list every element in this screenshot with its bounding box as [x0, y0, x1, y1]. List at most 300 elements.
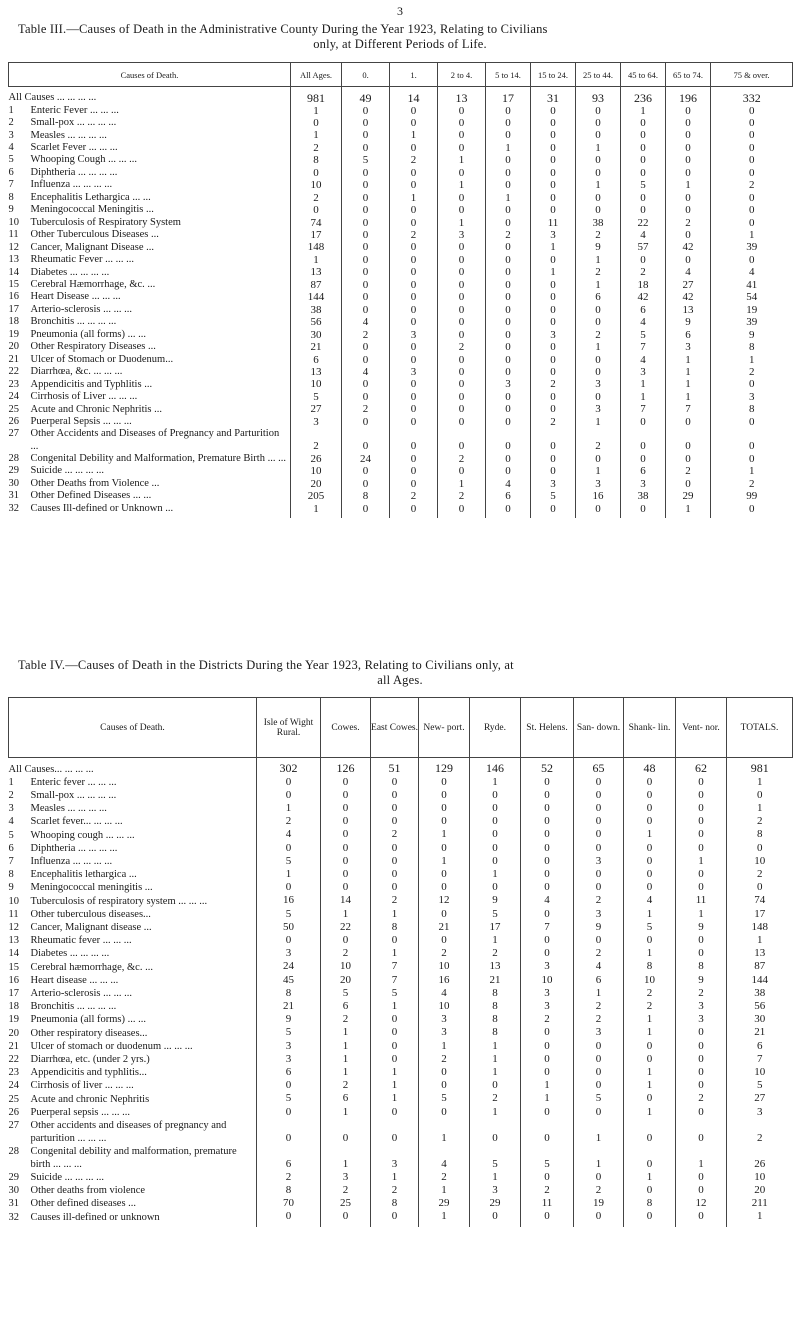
table4-row-value: 2 — [574, 947, 624, 960]
table3-row-value: 144 — [291, 291, 342, 303]
table4-spacer-cell — [574, 1224, 624, 1227]
table4-row-label: Encephalitis lethargica ... — [30, 869, 137, 881]
table3-row-number: 26 — [8, 415, 19, 427]
table3-total-value: 196 — [666, 87, 711, 105]
table3-row-value: 27 — [666, 279, 711, 291]
table4-row-value: 0 — [676, 1066, 727, 1079]
table4-row — [9, 960, 793, 973]
table3-total-value: 14 — [390, 87, 438, 105]
table3-row-value: 3 — [390, 366, 438, 378]
table4-row-value: 19 — [574, 1197, 624, 1210]
table3-row-value: 1 — [576, 279, 621, 291]
table4-row-value: 0 — [419, 776, 470, 789]
table4-row-label: Diphtheria ... ... ... ... — [30, 842, 118, 854]
table3-row-value: 0 — [486, 428, 531, 453]
table4-row-value: 0 — [676, 1079, 727, 1092]
table4-row-value: 0 — [521, 934, 574, 947]
table3-row-value: 0 — [486, 154, 531, 166]
table3-row-value: 0 — [711, 428, 793, 453]
table4-row-cause — [9, 1119, 257, 1145]
table3-row-value: 1 — [666, 366, 711, 378]
table4-row-value: 0 — [419, 802, 470, 815]
table3-row-value: 99 — [711, 490, 793, 502]
table3-row-value: 1 — [711, 229, 793, 241]
table4-row-value: 0 — [321, 1119, 371, 1145]
table4-row-value: 9 — [676, 974, 727, 987]
table4-row-value: 87 — [727, 960, 793, 973]
table4-row-value: 3 — [676, 1013, 727, 1026]
table4-row — [9, 842, 793, 855]
table3-row-value: 1 — [291, 105, 342, 117]
table4-row-value: 0 — [676, 776, 727, 789]
table4-row-value: 0 — [371, 789, 419, 802]
table3-row-value: 148 — [291, 241, 342, 253]
table4-row-cause — [9, 974, 257, 987]
table3-row-value: 0 — [342, 465, 390, 477]
table4-row-value: 0 — [321, 934, 371, 947]
table3-row-value: 3 — [291, 416, 342, 428]
table4-row-cause — [9, 1092, 257, 1105]
table3-row-value: 0 — [531, 403, 576, 415]
table3-row-value: 0 — [390, 403, 438, 415]
table4-row-value: 21 — [727, 1026, 793, 1039]
table3-header-3: 1. — [390, 63, 438, 87]
table3-row-value: 0 — [438, 117, 486, 129]
table4-row-value: 1 — [624, 908, 676, 921]
table3-total-value: 31 — [531, 87, 576, 105]
table3-row-value: 0 — [342, 254, 390, 266]
table3-row-value: 0 — [342, 241, 390, 253]
table3-row-number: 5 — [8, 154, 14, 166]
table3-total-value: 49 — [342, 87, 390, 105]
table3-row-value: 0 — [438, 241, 486, 253]
table4-row-value: 0 — [371, 1210, 419, 1223]
table3-row-cause — [9, 354, 291, 366]
table4-row-cause — [9, 1145, 257, 1171]
table4-row-value: 1 — [727, 934, 793, 947]
table3-row-value: 0 — [531, 254, 576, 266]
table3-row-value: 0 — [666, 416, 711, 428]
table4-row-label: Diabetes ... ... ... ... — [30, 948, 110, 960]
table4-header-1: Isle of Wight Rural. — [257, 698, 321, 758]
table4-row-number: 26 — [8, 1106, 19, 1118]
table4-row-value: 0 — [470, 855, 521, 868]
table3-row-value: 0 — [390, 117, 438, 129]
table4-row-value: 8 — [470, 1013, 521, 1026]
table3-header-9: 65 to 74. — [666, 63, 711, 87]
table3-row-value: 0 — [666, 154, 711, 166]
table3-row — [9, 291, 793, 303]
table4-row-value: 0 — [676, 947, 727, 960]
table3-row-value: 0 — [438, 142, 486, 154]
table3-row-value: 0 — [531, 453, 576, 465]
table3-row-value: 0 — [531, 279, 576, 291]
table4-bottom-spacer — [9, 1224, 793, 1227]
table4-row-value: 0 — [257, 1079, 321, 1092]
table4-row-label: Other deaths from violence — [30, 1185, 146, 1197]
table4-row-value: 0 — [624, 881, 676, 894]
table4-row-value: 5 — [257, 1092, 321, 1105]
table4-row-value: 6 — [321, 1000, 371, 1013]
table3-row-cause — [9, 179, 291, 191]
table3-row-value: 0 — [291, 167, 342, 179]
table3-row-number: 13 — [8, 254, 19, 266]
table3-row-value: 13 — [291, 266, 342, 278]
table4-row-value: 0 — [371, 855, 419, 868]
table4-row-value: 13 — [470, 960, 521, 973]
table3-row-cause — [9, 428, 291, 453]
table4-row-value: 0 — [624, 1092, 676, 1105]
table3-row-value: 0 — [438, 129, 486, 141]
table3-row-value: 0 — [342, 142, 390, 154]
table3-total-row — [9, 87, 793, 105]
table4-row-value: 8 — [470, 1000, 521, 1013]
table4-row-value: 24 — [257, 960, 321, 973]
table4-row-value: 0 — [371, 1106, 419, 1119]
table3-row-value: 205 — [291, 490, 342, 502]
table4-spacer-cell — [727, 1224, 793, 1227]
table4-row-value: 10 — [419, 1000, 470, 1013]
table4-row-value: 211 — [727, 1197, 793, 1210]
table3-row-value: 6 — [621, 304, 666, 316]
table4-row-value: 3 — [676, 1000, 727, 1013]
table4-row-label: Suicide ... ... ... ... — [30, 1171, 104, 1183]
table4-row-value: 0 — [624, 789, 676, 802]
table3-row-value: 0 — [711, 167, 793, 179]
table3-caption — [18, 22, 782, 52]
table4-row-value: 2 — [419, 1053, 470, 1066]
table3-row-value: 3 — [621, 478, 666, 490]
table3-row-value: 0 — [438, 105, 486, 117]
table3-row-cause — [9, 254, 291, 266]
table4-row — [9, 1053, 793, 1066]
table3-row-value: 0 — [666, 204, 711, 216]
table4-row-value: 5 — [371, 987, 419, 1000]
table4-row-label: Puerperal sepsis ... ... ... — [30, 1106, 130, 1118]
table4-row-value: 0 — [521, 1106, 574, 1119]
table4-row-value: 2 — [521, 1184, 574, 1197]
table3-row-value: 2 — [711, 366, 793, 378]
table3-row-value: 0 — [486, 291, 531, 303]
table3-row-value: 0 — [438, 354, 486, 366]
table3-row-value: 74 — [291, 217, 342, 229]
table4-row-label: Ulcer of stomach or duodenum ... ... ... — [30, 1040, 193, 1052]
table3-row-value: 0 — [390, 254, 438, 266]
table3-row-value: 1 — [621, 105, 666, 117]
table3-row-value: 8 — [291, 154, 342, 166]
table3-row-value: 0 — [576, 503, 621, 515]
table4-row-value: 12 — [676, 1197, 727, 1210]
table4-row-value: 0 — [521, 1210, 574, 1223]
table4-row-value: 0 — [257, 776, 321, 789]
table4-row-value: 0 — [574, 881, 624, 894]
table4-total-value: 981 — [727, 758, 793, 776]
table4-row-value: 0 — [321, 855, 371, 868]
table4-row-value: 8 — [371, 1197, 419, 1210]
table3-row-value: 38 — [576, 217, 621, 229]
table3-row-value: 0 — [486, 304, 531, 316]
table3-row-value: 0 — [390, 341, 438, 353]
table3-row-number: 28 — [8, 453, 19, 465]
table3-total-value: 332 — [711, 87, 793, 105]
table3-row-number: 21 — [8, 353, 19, 365]
table3-row — [9, 391, 793, 403]
table4-row-value: 70 — [257, 1197, 321, 1210]
table3-row-value: 2 — [486, 229, 531, 241]
table3-row-value: 2 — [576, 266, 621, 278]
table3-row-value: 2 — [291, 142, 342, 154]
table4-row-value: 0 — [371, 1026, 419, 1039]
table4-spacer-cell — [257, 1224, 321, 1227]
table3-row — [9, 354, 793, 366]
table4-row-value: 0 — [676, 1053, 727, 1066]
table3-row-value: 10 — [291, 179, 342, 191]
table4-row-value: 2 — [574, 894, 624, 907]
table4-row-value: 10 — [624, 974, 676, 987]
table3-row-value: 0 — [576, 453, 621, 465]
table4-row-value: 1 — [521, 1092, 574, 1105]
table4-row-value: 1 — [624, 1079, 676, 1092]
table3-row-value: 0 — [576, 117, 621, 129]
table4-row-value: 0 — [574, 868, 624, 881]
table4-row-value: 1 — [321, 1026, 371, 1039]
table4-row-value: 10 — [727, 855, 793, 868]
table4-row-value: 0 — [371, 815, 419, 828]
table4-spacer-cell — [521, 1224, 574, 1227]
table3-row-value: 2 — [576, 428, 621, 453]
table3-row-cause — [9, 229, 291, 241]
table4-caption-line1: Table IV.—Causes of Death in the Districts During the Year 1923, Relating to Civilians only, at — [18, 658, 514, 672]
table3-row-value: 0 — [666, 117, 711, 129]
table3-row-value: 8 — [711, 341, 793, 353]
table4-row-value: 5 — [574, 1092, 624, 1105]
table4-row-cause — [9, 802, 257, 815]
table4-total-value: 146 — [470, 758, 521, 776]
table3-row-value: 2 — [390, 490, 438, 502]
table4-row-value: 21 — [257, 1000, 321, 1013]
table4-row-value: 0 — [624, 842, 676, 855]
table3-row-label: Causes Ill-defined or Unknown ... — [30, 502, 174, 514]
table3-row-value: 0 — [438, 167, 486, 179]
table3-row-number: 1 — [8, 104, 14, 116]
table4-row-value: 0 — [470, 1079, 521, 1092]
table4-row-value: 0 — [419, 881, 470, 894]
table4-row-value: 8 — [257, 1184, 321, 1197]
table4-row-value: 17 — [727, 908, 793, 921]
table3-row-value: 0 — [576, 391, 621, 403]
table4-row-number: 4 — [8, 816, 14, 828]
table3-row-value: 0 — [576, 304, 621, 316]
table3-row-value: 0 — [531, 304, 576, 316]
table3-row-value: 0 — [486, 465, 531, 477]
table4-row-value: 0 — [321, 789, 371, 802]
table3-row-value: 11 — [531, 217, 576, 229]
table3-row-value: 2 — [621, 266, 666, 278]
table4-row-value: 1 — [470, 1171, 521, 1184]
table3-row-value: 20 — [291, 478, 342, 490]
table4-row-value: 0 — [419, 1079, 470, 1092]
table3-row-value: 0 — [531, 105, 576, 117]
table4-row-value: 1 — [419, 1184, 470, 1197]
table4-row-cause — [9, 1171, 257, 1184]
table3-row-value: 0 — [531, 503, 576, 515]
table4-row-value: 1 — [624, 1013, 676, 1026]
table3-row — [9, 204, 793, 216]
table4-row-value: 5 — [521, 1145, 574, 1171]
table4-total-row — [9, 758, 793, 776]
table3-row-value: 4 — [711, 266, 793, 278]
table3-header-5: 5 to 14. — [486, 63, 531, 87]
table4-row-value: 26 — [727, 1145, 793, 1171]
table3-row-value: 0 — [621, 254, 666, 266]
table4-header-9: Vent- nor. — [676, 698, 727, 758]
table4-row-number: 6 — [8, 842, 14, 854]
table4-row-value: 1 — [419, 1210, 470, 1223]
table4-row-value: 0 — [521, 789, 574, 802]
table4-row-value: 0 — [419, 1106, 470, 1119]
table4-row-value: 0 — [521, 802, 574, 815]
table3-row-value: 0 — [531, 366, 576, 378]
table4-row-value: 2 — [321, 1013, 371, 1026]
table4-row-value: 0 — [521, 1053, 574, 1066]
table4-row-value: 1 — [371, 1092, 419, 1105]
table3-total-value: 236 — [621, 87, 666, 105]
table4-row-cause — [9, 1184, 257, 1197]
table3-row-value: 1 — [576, 254, 621, 266]
table3-row-value: 2 — [438, 490, 486, 502]
table3-row-value: 3 — [531, 229, 576, 241]
table3-row-value: 19 — [711, 304, 793, 316]
table4-row-value: 0 — [470, 789, 521, 802]
table4-row-value: 0 — [521, 842, 574, 855]
table3-row-number: 2 — [8, 117, 14, 129]
table3-row-cause — [9, 241, 291, 253]
table4-row-number: 2 — [8, 789, 14, 801]
table4-row-value: 0 — [624, 1119, 676, 1145]
table3-row-value: 17 — [291, 229, 342, 241]
table4-row — [9, 1106, 793, 1119]
table4-row-value: 2 — [257, 815, 321, 828]
table4-row-value: 9 — [676, 921, 727, 934]
table3-row-value: 0 — [576, 154, 621, 166]
table3-row-value: 6 — [486, 490, 531, 502]
table4-row-value: 1 — [676, 908, 727, 921]
table4-row-number: 7 — [8, 855, 14, 867]
table4-row-label: Cerebral hæmorrhage, &c. ... — [30, 961, 153, 973]
table4-row-cause — [9, 1000, 257, 1013]
table3-row-value: 0 — [621, 192, 666, 204]
table4-row-number: 12 — [8, 921, 19, 933]
table3-row-value: 0 — [390, 316, 438, 328]
table3-row-value: 1 — [531, 266, 576, 278]
table4-row-number: 8 — [8, 869, 14, 881]
table3-row-value: 0 — [621, 416, 666, 428]
table4-row-number: 25 — [8, 1093, 19, 1105]
table4-header-3: East Cowes. — [371, 698, 419, 758]
table3-row-value: 2 — [438, 453, 486, 465]
table4-row-value: 1 — [624, 947, 676, 960]
table3-row-value: 2 — [291, 192, 342, 204]
table3-row-label: Pneumonia (all forms) ... ... — [30, 328, 146, 340]
table3 — [8, 62, 793, 518]
table3-row-value: 0 — [438, 291, 486, 303]
table4-row — [9, 1197, 793, 1210]
table4-row-value: 0 — [574, 1040, 624, 1053]
table4-row-value: 0 — [371, 842, 419, 855]
table4-row-value: 5 — [727, 1079, 793, 1092]
table4-row-value: 0 — [521, 868, 574, 881]
table4-row-value: 7 — [521, 921, 574, 934]
table4-spacer-cell — [419, 1224, 470, 1227]
table3-row-value: 3 — [576, 378, 621, 390]
table4-caption — [18, 658, 782, 688]
table3-row-value: 0 — [342, 167, 390, 179]
table4-row-value: 6 — [257, 1066, 321, 1079]
table3-row — [9, 378, 793, 390]
table4-row-value: 2 — [727, 1119, 793, 1145]
table4-row — [9, 776, 793, 789]
table3-caption-line2: only, at Different Periods of Life. — [313, 37, 487, 51]
table4-row-value: 0 — [727, 789, 793, 802]
table3-row-value: 0 — [342, 341, 390, 353]
table3-row-value: 0 — [711, 105, 793, 117]
table3-row-value: 0 — [486, 266, 531, 278]
table4-row-value: 1 — [371, 908, 419, 921]
table3-row-number: 9 — [8, 204, 14, 216]
table4-row-value: 10 — [727, 1171, 793, 1184]
table3-row-value: 3 — [711, 391, 793, 403]
table4-row-value: 0 — [521, 1119, 574, 1145]
table3-row-value: 10 — [291, 465, 342, 477]
table3-row — [9, 465, 793, 477]
table4-row-label: Acute and chronic Nephritis — [30, 1093, 150, 1105]
table3-row-value: 6 — [621, 465, 666, 477]
table4-row-value: 1 — [574, 1145, 624, 1171]
table4-row-value: 8 — [624, 960, 676, 973]
table4-total-value: 48 — [624, 758, 676, 776]
table3-row-cause — [9, 329, 291, 341]
table3-row — [9, 217, 793, 229]
table3-row-value: 3 — [486, 378, 531, 390]
table3-row-label: Influenza ... ... ... ... — [30, 179, 113, 191]
table3-row — [9, 316, 793, 328]
table4-row-value: 5 — [470, 1145, 521, 1171]
table3-row-cause — [9, 403, 291, 415]
table4-row — [9, 1145, 793, 1171]
table3-row-label: Cancer, Malignant Disease ... — [30, 241, 154, 253]
table3-row-value: 0 — [531, 391, 576, 403]
table3-row-value: 0 — [342, 129, 390, 141]
table3-row-value: 7 — [666, 403, 711, 415]
table4-row-value: 1 — [470, 1040, 521, 1053]
table3-spacer-cell — [711, 515, 793, 518]
table3-row-value: 0 — [438, 279, 486, 291]
table4-row-number: 5 — [8, 829, 14, 841]
table3-row-value: 1 — [576, 142, 621, 154]
table4-row-value: 21 — [470, 974, 521, 987]
table4-row-number: 18 — [8, 1001, 19, 1013]
table4-row — [9, 1092, 793, 1105]
table4-row-value: 0 — [624, 815, 676, 828]
table3-row-value: 4 — [666, 266, 711, 278]
table4-row-cause — [9, 868, 257, 881]
table4-row-value: 5 — [624, 921, 676, 934]
table4-row-value: 3 — [419, 1026, 470, 1039]
table4-row-number: 10 — [8, 895, 19, 907]
table4-row-value: 0 — [676, 1184, 727, 1197]
table4-row-value: 0 — [321, 802, 371, 815]
table3-row-cause — [9, 129, 291, 141]
